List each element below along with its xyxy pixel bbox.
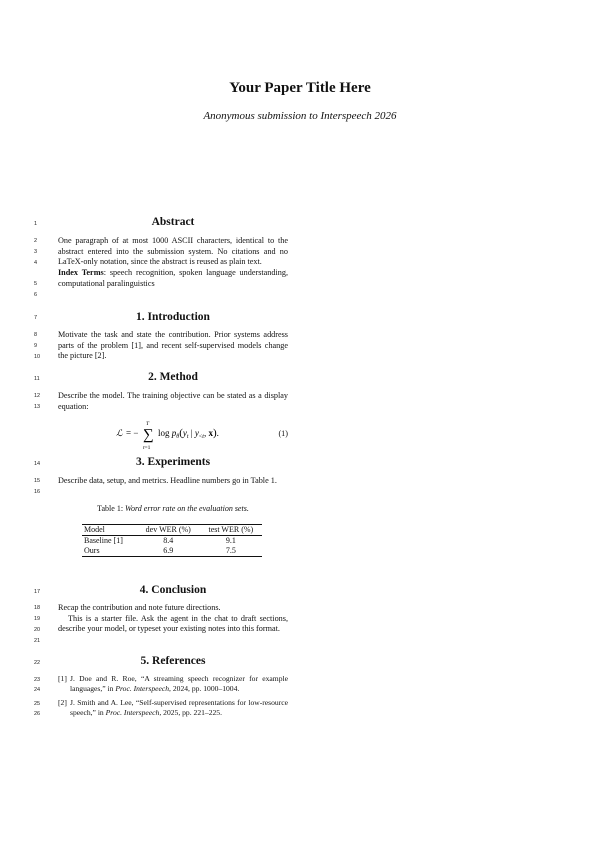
index-terms-label: Index Terms <box>58 268 104 278</box>
table-cell-test: 7.5 <box>225 546 236 555</box>
paper-title: Your Paper Title Here <box>229 80 371 96</box>
conclusion-text-2: This is a starter file. Ask the agent in the chat to draft sections, describe your model, or typeset your existing notes into this format. <box>58 613 288 634</box>
line-number: 16 <box>34 489 41 495</box>
line-number: 1 <box>34 221 38 227</box>
introduction-heading: 1. Introduction <box>136 311 210 323</box>
line-number: 3 <box>34 249 38 255</box>
display-equation <box>58 419 288 449</box>
table-cell-dev: 8.4 <box>163 536 174 545</box>
line-number: 10 <box>34 354 41 360</box>
reference-venue: Proc. Interspeech <box>115 684 170 693</box>
paper-subtitle: Anonymous submission to Interspeech 2026 <box>203 110 397 122</box>
table-header-dev: dev WER (%) <box>145 525 191 534</box>
experiments-heading: 3. Experiments <box>135 456 211 468</box>
line-number: 5 <box>34 281 38 287</box>
svg-text:T: T <box>146 421 150 427</box>
svg-text:= −: = − <box>126 428 139 438</box>
line-number: 25 <box>34 701 41 707</box>
table-caption-text: Word error rate on the evaluation sets. <box>125 504 249 513</box>
svg-text:log pθ(yt | y<t, x).: $\log p_\theta(y_t$ | $y_{<t}$, x). <box>158 427 219 440</box>
line-number: 9 <box>34 343 38 349</box>
reference-item <box>58 674 288 694</box>
line-number: 2 <box>34 238 38 244</box>
table-row <box>82 536 262 547</box>
line-number: 13 <box>34 404 41 410</box>
equation-formula <box>116 419 266 451</box>
results-table <box>82 524 262 557</box>
reference-text-end: , 2025, pp. 221–225. <box>159 708 222 717</box>
conclusion-text-1: Recap the contribution and note future directions. <box>58 603 221 612</box>
line-number: 7 <box>34 315 38 321</box>
experiments-body: Describe data, setup, and metrics. Headline numbers go in Table 1. <box>58 476 277 485</box>
line-number: 24 <box>34 687 41 693</box>
reference-text: J. Smith and A. Lee, “Self-supervised representations for low-resource speech,” in <box>70 698 288 717</box>
line-number: 15 <box>34 478 41 484</box>
table-caption <box>58 504 288 513</box>
reference-venue: Proc. Interspeech <box>105 708 160 717</box>
table-cell-model: Ours <box>84 546 100 555</box>
equation-number: (1) <box>278 429 288 438</box>
table-cell-model: Baseline [1] <box>84 536 123 545</box>
reference-text-end: , 2024, pp. 1000–1004. <box>169 684 240 693</box>
line-number: 14 <box>34 461 41 467</box>
line-number: 22 <box>34 660 41 666</box>
abstract-heading: Abstract <box>151 216 195 228</box>
conclusion-body <box>58 603 288 635</box>
table-header-test: test WER (%) <box>208 525 254 534</box>
line-number: 6 <box>34 292 38 298</box>
method-heading: 2. Method <box>148 371 198 383</box>
table-cell-test: 9.1 <box>225 536 236 545</box>
introduction-body: Motivate the task and state the contribution. Prior systems address parts of the problem [1], and recent self-supervised models change the picture [2]. <box>58 330 288 361</box>
svg-text:t=1: t=1 <box>143 445 151 451</box>
reference-tag: [2] <box>58 698 67 707</box>
abstract-text: One paragraph of at most 1000 ASCII characters, identical to the abstract entered into the submission system. No citations and no LaTeX-only notation, since the abstract is reused as plain text. <box>58 236 288 267</box>
line-number: 18 <box>34 605 41 611</box>
method-body: Describe the model. The training objective can be stated as a display equation: <box>58 391 288 411</box>
svg-text:∑: ∑ <box>143 427 154 443</box>
reference-item <box>58 698 288 718</box>
reference-tag: [1] <box>58 674 67 683</box>
table-row <box>82 546 262 557</box>
reference-text: J. Doe and R. Roe, “A streaming speech recognizer for example languages,” in <box>70 674 288 693</box>
line-number: 12 <box>34 393 41 399</box>
line-number: 8 <box>34 332 38 338</box>
line-number: 21 <box>34 638 41 644</box>
line-number: 20 <box>34 627 41 633</box>
line-number: 17 <box>34 589 41 595</box>
line-number: 23 <box>34 677 41 683</box>
abstract-body <box>58 236 288 290</box>
line-number: 26 <box>34 711 41 717</box>
index-terms-text: : speech recognition, spoken language understanding, computational paralinguistics <box>58 268 288 288</box>
svg-text:ℒ: ℒ <box>116 429 123 439</box>
table-caption-label: Table 1: <box>97 504 124 513</box>
line-number: 4 <box>34 260 38 266</box>
references-heading: 5. References <box>140 655 206 667</box>
line-number: 19 <box>34 616 41 622</box>
conclusion-heading: 4. Conclusion <box>139 584 207 596</box>
table-header-model: Model <box>84 525 105 534</box>
table-cell-dev: 6.9 <box>163 546 174 555</box>
table-header-row <box>82 525 262 536</box>
line-number: 11 <box>34 376 40 382</box>
